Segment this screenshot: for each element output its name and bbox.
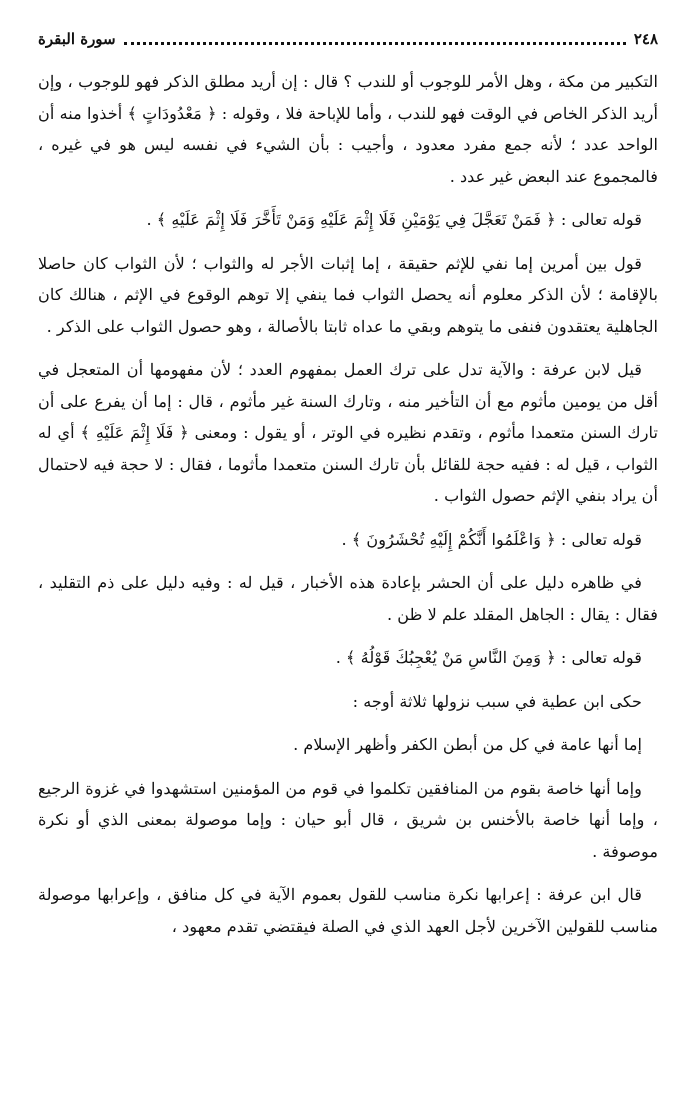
page-number: ٢٤٨ xyxy=(633,30,658,48)
paragraph-5: قوله تعالى : ﴿ وَاعْلَمُوا أَنَّكُمْ إِلَيْهِ تُحْشَرُونَ ﴾ . xyxy=(341,529,642,549)
paragraph-1: التكبير من مكة ، وهل الأمر للوجوب أو للندب ؟ قال : إن أريد مطلق الذكر فهو للوجوب ، وإن أريد الذكر الخاص في الوقت فهو للندب ، وأما للإباحة فلا ، وقوله : ﴿ مَعْدُودَاتٍ ﴾ أخذوا منه أن الواحد عدد ؛ لأنه جمع مفرد معدود ، وأجيب : بأن الشيء في نفسه ليس هو في غيره ، فالمجموع عند البعض غير عدد . xyxy=(38,72,658,186)
paragraph-7: قوله تعالى : ﴿ وَمِنَ النَّاسِ مَنْ يُعْجِبُكَ قَوْلُهُ ﴾ . xyxy=(335,648,642,667)
body-text xyxy=(38,66,658,954)
paragraph-8: حكى ابن عطية في سبب نزولها ثلاثة أوجه : xyxy=(352,691,642,711)
paragraph-9: إما أنها عامة في كل من أبطن الكفر وأظهر الإسلام . xyxy=(293,735,642,754)
paragraph-4: قيل لابن عرفة : والآية تدل على ترك العمل بمفهوم العدد ؛ لأن مفهومها أن المتعجل في أقل من يومين مأثوم مع أن التأخير منه ، وتارك السنة غير مأثوم ، قال : إما أن يفرع على أن تارك السنن متعمدا مأثوم ، وتقدم نظيره في الوتر ، أو يقول : ومعنى ﴿ فَلَا إِثْمَ عَلَيْهِ ﴾ أي له الثواب ، قيل له : ففيه حجة للقائل بأن تارك السنن متعمدا مأثوما ، فقال : لا حجة فيه لاحتمال أن يراد بنفي الإثم حصول الثواب . xyxy=(38,360,658,505)
surah-title: سورة البقرة xyxy=(38,30,116,48)
paragraph-3: قول بين أمرين إما نفي للإثم حقيقة ، إما إثبات الأجر له والثواب ؛ لأن الثواب كان حاصلا بالإقامة ؛ لأن الذكر معلوم أنه يحصل الثواب فما ينفي إلا توهم الوقوع في الإثم ، هنالك كان الجاهلية يعتقدون فنفى ما يتوهم وبقي ما عداه ثابتا بالأصالة ، وهو حصول الثواب على الذكر . xyxy=(38,253,658,336)
paragraph-2: قوله تعالى : ﴿ فَمَنْ تَعَجَّلَ فِي يَوْمَيْنِ فَلَا إِثْمَ عَلَيْهِ وَمَنْ تَأَخَّرَ فَلَا إِثْمَ عَلَيْهِ ﴾ . xyxy=(146,210,642,229)
running-header xyxy=(38,30,658,48)
header-dotted-rule xyxy=(124,42,626,45)
paragraph-6: في ظاهره دليل على أن الحشر بإعادة هذه الأخبار ، قيل له : وفيه دليل على ذم التقليد ، فقال : يقال : الجاهل المقلد علم لا ظن . xyxy=(38,573,658,624)
paragraph-10: وإما أنها خاصة بقوم من المنافقين تكلموا في قوم من المؤمنين استشهدوا في غزوة الرجيع ، وإما أنها خاصة بالأخنس بن شريق ، قال أبو حيان : وإما موصولة بمعنى الذي أو نكرة موصوفة . xyxy=(38,778,658,861)
paragraph-11: قال ابن عرفة : إعرابها نكرة مناسب للقول بعموم الآية في كل منافق ، وإعرابها موصولة مناسب للقولين الآخرين لأجل العهد الذي في الصلة فيقتضي تقدم معهود ، xyxy=(38,885,658,936)
